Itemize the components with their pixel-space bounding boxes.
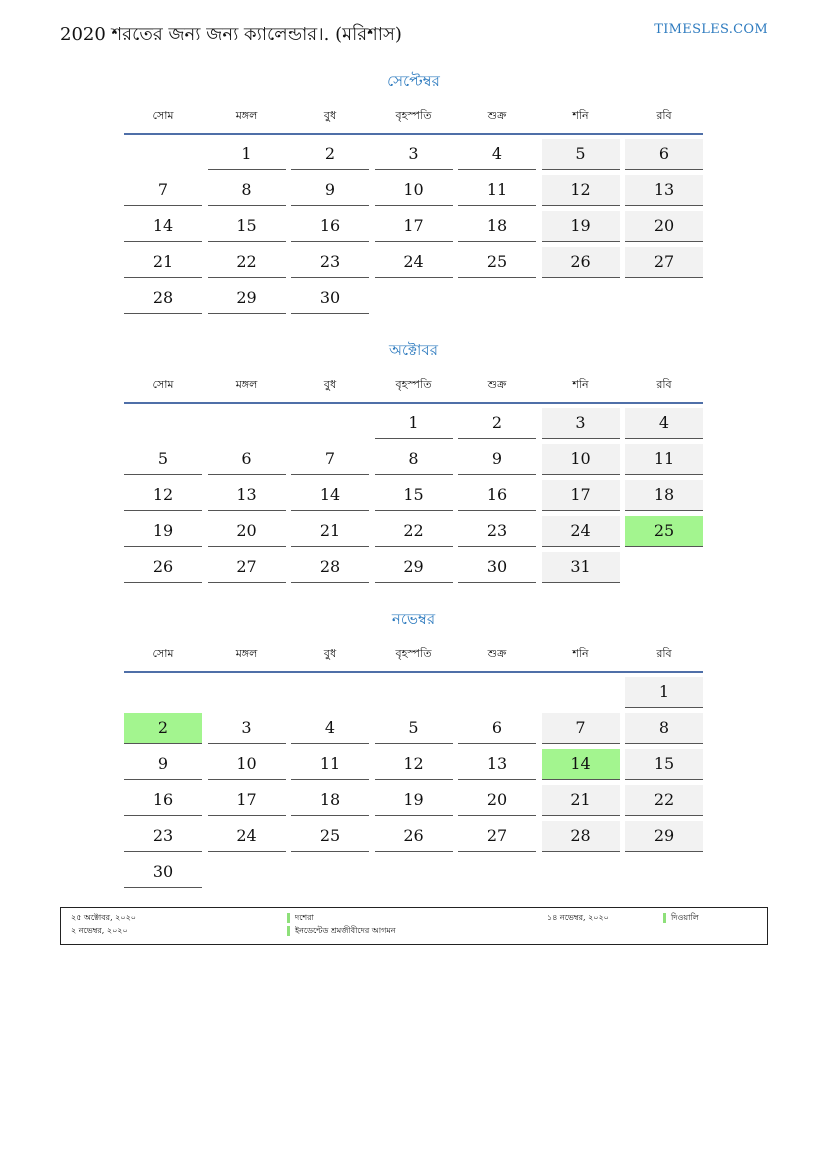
day-cell: 21 (124, 247, 202, 278)
day-cell: 22 (208, 247, 286, 278)
day-cell: 18 (291, 785, 369, 816)
weekday-label: শুক্র (487, 109, 507, 122)
day-cell: 19 (375, 785, 453, 816)
legend-holiday-name: দশেরা (295, 913, 314, 922)
day-cell: 4 (458, 139, 536, 170)
day-cell: 31 (542, 552, 620, 583)
weekday-label: রবি (656, 378, 672, 391)
weekday-label: সোম (152, 378, 174, 391)
day-cell: 20 (208, 516, 286, 547)
day-cell: 26 (124, 552, 202, 583)
weekday-label: বৃহস্পতি (395, 647, 432, 660)
weekday-label: শুক্র (487, 378, 507, 391)
legend-holiday (663, 912, 699, 924)
day-cell: 14 (291, 480, 369, 511)
day-grid (124, 673, 703, 881)
day-cell: 9 (458, 444, 536, 475)
day-cell: 6 (458, 713, 536, 744)
day-cell: 20 (458, 785, 536, 816)
day-cell: 9 (291, 175, 369, 206)
weekday-label: মঙ্গল (235, 647, 258, 660)
day-cell: 5 (375, 713, 453, 744)
day-cell: 11 (291, 749, 369, 780)
day-cell: 23 (291, 247, 369, 278)
day-cell: 30 (124, 857, 202, 888)
day-cell: 1 (208, 139, 286, 170)
holiday-day-cell: 14 (542, 749, 620, 780)
day-cell: 24 (375, 247, 453, 278)
day-cell: 3 (208, 713, 286, 744)
day-cell: 11 (458, 175, 536, 206)
day-cell: 26 (375, 821, 453, 852)
day-cell: 21 (291, 516, 369, 547)
day-cell: 4 (625, 408, 703, 439)
day-cell: 3 (542, 408, 620, 439)
legend-holiday (287, 912, 314, 924)
weekday-label: রবি (656, 647, 672, 660)
day-cell: 30 (458, 552, 536, 583)
day-cell: 10 (542, 444, 620, 475)
day-cell: 17 (542, 480, 620, 511)
day-cell: 14 (124, 211, 202, 242)
weekday-label: শনি (572, 647, 589, 660)
day-cell: 10 (375, 175, 453, 206)
weekday-label: বৃহস্পতি (395, 109, 432, 122)
day-cell: 27 (458, 821, 536, 852)
day-cell: 2 (291, 139, 369, 170)
day-cell: 12 (375, 749, 453, 780)
month-calendar (124, 70, 703, 319)
holiday-legend (60, 907, 768, 945)
weekday-label: শনি (572, 378, 589, 391)
day-cell: 20 (625, 211, 703, 242)
day-cell: 1 (625, 677, 703, 708)
day-cell: 15 (208, 211, 286, 242)
holiday-day-cell: 25 (625, 516, 703, 547)
weekday-label: বৃহস্পতি (395, 378, 432, 391)
site-link[interactable]: TIMESLES.COM (654, 22, 768, 37)
page-title: 2020 শরতের জন্য জন্য ক্যালেন্ডার।. (মরিশাস) (60, 24, 402, 45)
day-cell: 1 (375, 408, 453, 439)
month-title: নভেম্বর (391, 610, 436, 628)
month-calendar (124, 608, 703, 881)
day-cell: 29 (208, 283, 286, 314)
weekday-label: মঙ্গল (235, 109, 258, 122)
day-cell: 29 (625, 821, 703, 852)
weekday-label: শনি (572, 109, 589, 122)
day-cell: 23 (458, 516, 536, 547)
day-cell: 17 (375, 211, 453, 242)
weekday-label: বুধ (323, 647, 337, 660)
legend-date: ২ নভেম্বর, ২০২০ (71, 926, 128, 935)
weekday-label: শুক্র (487, 647, 507, 660)
day-cell: 5 (542, 139, 620, 170)
day-cell: 22 (625, 785, 703, 816)
day-cell: 3 (375, 139, 453, 170)
day-cell: 28 (124, 283, 202, 314)
day-cell: 8 (625, 713, 703, 744)
legend-date: ২৫ অক্টোবর, ২০২০ (71, 913, 136, 922)
legend-holiday (287, 925, 396, 937)
weekday-label: বুধ (323, 109, 337, 122)
day-cell: 27 (625, 247, 703, 278)
day-cell: 6 (208, 444, 286, 475)
month-title: অক্টোবর (388, 341, 439, 359)
day-cell: 19 (542, 211, 620, 242)
day-cell: 6 (625, 139, 703, 170)
day-cell: 12 (542, 175, 620, 206)
day-cell: 16 (458, 480, 536, 511)
day-cell: 13 (625, 175, 703, 206)
weekday-label: সোম (152, 647, 174, 660)
day-cell: 21 (542, 785, 620, 816)
day-cell: 8 (375, 444, 453, 475)
day-cell: 2 (458, 408, 536, 439)
weekday-header (124, 103, 703, 135)
day-cell: 13 (208, 480, 286, 511)
weekday-header (124, 372, 703, 404)
day-cell: 13 (458, 749, 536, 780)
page-header (60, 18, 768, 48)
holiday-color-swatch (287, 926, 290, 936)
weekday-label: সোম (152, 109, 174, 122)
day-cell: 19 (124, 516, 202, 547)
day-cell: 7 (291, 444, 369, 475)
day-cell: 17 (208, 785, 286, 816)
day-cell: 29 (375, 552, 453, 583)
day-cell: 7 (124, 175, 202, 206)
day-cell: 10 (208, 749, 286, 780)
day-cell: 25 (291, 821, 369, 852)
day-cell: 24 (208, 821, 286, 852)
day-cell: 15 (375, 480, 453, 511)
day-cell: 25 (458, 247, 536, 278)
day-cell: 12 (124, 480, 202, 511)
day-cell: 5 (124, 444, 202, 475)
weekday-label: মঙ্গল (235, 378, 258, 391)
legend-date: ১৪ নভেম্বর, ২০২০ (547, 913, 609, 922)
day-cell: 23 (124, 821, 202, 852)
day-cell: 9 (124, 749, 202, 780)
day-cell: 18 (458, 211, 536, 242)
day-cell: 28 (542, 821, 620, 852)
day-cell: 4 (291, 713, 369, 744)
day-cell: 7 (542, 713, 620, 744)
day-cell: 15 (625, 749, 703, 780)
day-grid (124, 404, 703, 588)
holiday-day-cell: 2 (124, 713, 202, 744)
day-cell: 27 (208, 552, 286, 583)
day-cell: 22 (375, 516, 453, 547)
day-cell: 11 (625, 444, 703, 475)
day-cell: 28 (291, 552, 369, 583)
day-cell: 16 (291, 211, 369, 242)
weekday-label: রবি (656, 109, 672, 122)
day-cell: 16 (124, 785, 202, 816)
holiday-color-swatch (287, 913, 290, 923)
holiday-color-swatch (663, 913, 666, 923)
weekday-header (124, 641, 703, 673)
weekday-label: বুধ (323, 378, 337, 391)
day-cell: 18 (625, 480, 703, 511)
month-title: সেপ্টেম্বর (387, 72, 440, 90)
day-grid (124, 135, 703, 319)
legend-holiday-name: দিওয়ালি (671, 913, 699, 922)
legend-holiday-name: ইনডেন্টেড শ্রমজীবীদের আগমন (295, 926, 396, 935)
day-cell: 30 (291, 283, 369, 314)
day-cell: 26 (542, 247, 620, 278)
month-calendar (124, 339, 703, 588)
day-cell: 8 (208, 175, 286, 206)
day-cell: 24 (542, 516, 620, 547)
